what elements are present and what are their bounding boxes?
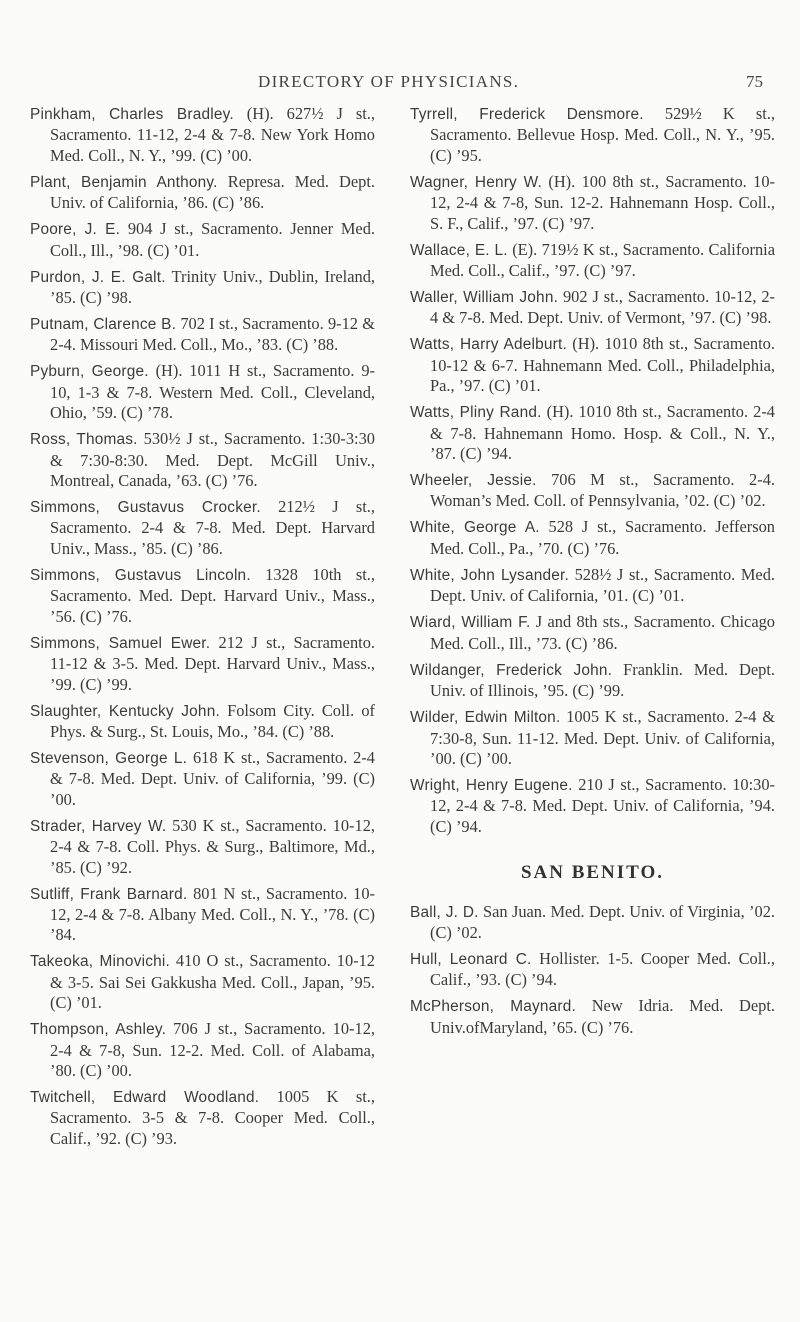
directory-entry (410, 517, 775, 559)
right-column-entries (410, 104, 775, 837)
physician-details: J and 8th sts., Sacramento. Chicago Med. Coll., Ill., ’73. (C) ’86. (430, 612, 775, 653)
physician-details: 528 J st., Sacramento. Jefferson Med. Coll., Pa., ’70. (C) ’76. (430, 517, 775, 558)
physician-details: (H). 1010 8th st., Sacramento. 10-12 & 6-7. Hahnemann Med. Coll., Philadelphia, Pa., ’97. (C) ’01. (430, 334, 775, 396)
physician-details: 530 K st., Sacramento. 10-12, 2-4 & 7-8. Coll. Phys. & Surg., Baltimore, Md., ’85. (C) ’92. (50, 815, 375, 877)
physician-name: Wagner, Henry W. (410, 173, 543, 191)
physician-name: Simmons, Gustavus Lincoln. (30, 566, 251, 584)
physician-name: Wiard, William F. (410, 614, 531, 632)
physician-name: Plant, Benjamin Anthony. (30, 173, 218, 191)
directory-entry (410, 402, 775, 464)
directory-entry (30, 104, 375, 166)
physician-details: Represa. Med. Dept. Univ. of California, ’86. (C) ’86. (50, 171, 375, 213)
directory-entry (30, 951, 375, 1013)
directory-entry (30, 565, 375, 627)
directory-entry (30, 633, 375, 695)
directory-entry (410, 707, 775, 769)
right-column (410, 104, 775, 1044)
physician-name: Watts, Harry Adelburt. (410, 336, 567, 354)
physician-details: (H). 1010 8th st., Sacramento. 2-4 & 7-8. Hahnemann Homo. Hosp. & Coll., N. Y., ’87. (C) ’94. (430, 402, 775, 464)
directory-entry (410, 949, 775, 991)
physician-name: Thompson, Ashley. (30, 1021, 167, 1039)
physician-details: 528½ J st., Sacramento. Med. Dept. Univ. of California, ’01. (C) ’01. (430, 564, 776, 606)
physician-details: Trinity Univ., Dublin, Ireland, ’85. (C) ’98. (50, 266, 375, 308)
directory-entry (30, 172, 375, 214)
physician-details: 902 J st., Sacramento. 10-12, 2-4 & 7-8. Med. Dept. Univ. of Vermont, ’97. (C) ’98. (430, 287, 776, 328)
physician-details: 706 J st., Sacramento. 10-12, 2-4 & 7-8, Sun. 12-2. Med. Coll. of Alabama, ’80. (C) ’00. (50, 1019, 375, 1080)
directory-entry (30, 219, 375, 261)
physician-name: Purdon, J. E. Galt. (30, 268, 166, 286)
physician-name: Wright, Henry Eugene. (410, 776, 573, 794)
physician-name: Waller, William John. (410, 289, 559, 307)
physician-name: Watts, Pliny Rand. (410, 404, 542, 422)
physician-name: Wildanger, Frederick John. (410, 661, 613, 679)
physician-details: (E). 719½ K st., Sacramento. California Med. Coll., Calif., ’97. (C) ’97. (430, 239, 775, 281)
directory-entry (30, 361, 375, 423)
directory-entry (30, 701, 375, 743)
physician-name: White, John Lysander. (410, 566, 569, 584)
physician-details: San Juan. Med. Dept. Univ. of Virginia, ’02. (C) ’02. (430, 901, 775, 942)
directory-entry (30, 267, 375, 309)
physician-name: Takeoka, Minovichi. (30, 953, 170, 971)
physician-name: Wheeler, Jessie. (410, 472, 537, 490)
physician-name: Wilder, Edwin Milton. (410, 709, 561, 727)
physician-name: Hull, Leonard C. (410, 950, 532, 968)
physician-details: (H). 627½ J st., Sacramento. 11-12, 2-4 & 7-8. New York Homo Med. Coll., N. Y., ’99. (C) ’00. (50, 104, 375, 165)
directory-entry (410, 104, 775, 166)
running-title: DIRECTORY OF PHYSICIANS. (258, 72, 520, 91)
physician-details: New Idria. Med. Dept. Univ.ofMaryland, ’65. (C) ’76. (430, 996, 775, 1037)
directory-entry (410, 996, 775, 1038)
san-benito-entries (410, 902, 775, 1039)
physician-name: Pinkham, Charles Bradley. (30, 106, 234, 123)
physician-name: Strader, Harvey W. (30, 817, 167, 835)
physician-name: Ball, J. D. (410, 903, 479, 921)
physician-details: 1328 10th st., Sacramento. Med. Dept. Harvard Univ., Mass., ’56. (C) ’76. (50, 564, 375, 626)
directory-entry (410, 775, 775, 837)
physician-details: 212 J st., Sacramento. 11-12 & 3-5. Med. Dept. Harvard Univ., Mass., ’99. (C) ’99. (50, 632, 375, 694)
physician-name: Stevenson, George L. (30, 749, 188, 767)
directory-entry (410, 470, 775, 512)
left-column (30, 104, 375, 1155)
physician-name: Simmons, Gustavus Crocker. (30, 499, 261, 517)
directory-entry (30, 748, 375, 810)
directory-entry (30, 497, 375, 559)
physician-details: 1005 K st., Sacramento. 2-4 & 7:30-8, Sun. 11-12. Med. Dept. Univ. of California, ’00. (C) ’00. (430, 707, 775, 768)
directory-entry (410, 565, 775, 607)
physician-name: White, George A. (410, 519, 540, 537)
physician-details: (H). 100 8th st., Sacramento. 10-12, 2-4 & 7-8, Sun. 12-2. Hahnemann Hosp. Coll., S. F., Calif., ’97. (C) ’97. (430, 171, 775, 233)
physician-details: Hollister. 1-5. Cooper Med. Coll., Calif., ’93. (C) ’94. (430, 948, 776, 990)
physician-details: 210 J st., Sacramento. 10:30-12, 2-4 & 7-8. Med. Dept. Univ. of California, ’94. (C) ’94. (430, 774, 775, 836)
section-heading-san-benito: SAN BENITO. (520, 862, 665, 884)
physician-name: Sutliff, Frank Barnard. (30, 885, 188, 903)
physician-details: 618 K st., Sacramento. 2-4 & 7-8. Med. Dept. Univ. of California, ’99. (C) ’00. (50, 747, 375, 809)
physician-details: 212½ J st., Sacramento. 2-4 & 7-8. Med. Dept. Harvard Univ., Mass., ’85. (C) ’86. (50, 497, 375, 558)
physician-details: 904 J st., Sacramento. Jenner Med. Coll., Ill., ’98. (C) ’01. (50, 219, 375, 260)
physician-name: Putnam, Clarence B. (30, 316, 177, 334)
physician-details: 706 M st., Sacramento. 2-4. Woman’s Med. Coll. of Pennsylvania, ’02. (C) ’02. (430, 470, 775, 511)
directory-entry (410, 240, 775, 282)
directory-entry (30, 1019, 375, 1081)
physician-details: 702 I st., Sacramento. 9-12 & 2-4. Missouri Med. Coll., Mo., ’83. (C) ’88. (50, 314, 375, 355)
physician-details: 1005 K st., Sacramento. 3-5 & 7-8. Cooper Med. Coll., Calif., ’92. (C) ’93. (50, 1086, 375, 1148)
directory-entry (30, 314, 375, 356)
physician-name: Ross, Thomas. (30, 431, 138, 449)
directory-entry (410, 334, 775, 396)
physician-name: Pyburn, George. (30, 363, 149, 381)
physician-details: 530½ J st., Sacramento. 1:30-3:30 & 7:30-8:30. Med. Dept. McGill Univ., Montreal, Canada, ’63. (C) ’76. (50, 429, 376, 491)
physician-name: Tyrrell, Frederick Densmore. (410, 106, 644, 123)
physician-name: Slaughter, Kentucky John. (30, 702, 220, 720)
physician-details: 410 O st., Sacramento. 10-12 & 3-5. Sai Sei Gakkusha Med. Coll., Japan, ’95. (C) ’01. (50, 951, 375, 1013)
directory-entry (410, 612, 775, 654)
directory-entry (30, 816, 375, 878)
directory-entry (30, 884, 375, 946)
physician-name: Twitchell, Edward Woodland. (30, 1088, 260, 1106)
page-number: 75 (746, 72, 763, 91)
physician-details: Franklin. Med. Dept. Univ. of Illinois, ’95. (C) ’99. (430, 659, 775, 701)
physician-details: 801 N st., Sacramento. 10-12, 2-4 & 7-8. Albany Med. Coll., N. Y., ’78. (C) ’84. (50, 883, 375, 945)
running-head (0, 72, 800, 96)
directory-entry (30, 429, 375, 491)
physician-details: 529½ K st., Sacramento. Bellevue Hosp. Med. Coll., N. Y., ’95. (C) ’95. (430, 104, 776, 165)
directory-entry (410, 287, 775, 329)
directory-entry (410, 172, 775, 234)
directory-entry (30, 1087, 375, 1149)
physician-name: Poore, J. E. (30, 221, 121, 239)
physician-details: (H). 1011 H st., Sacramento. 9-10, 1-3 & 7-8. Western Med. Coll., Cleveland, Ohio, ’59. (C) ’78. (50, 361, 375, 423)
directory-entry (410, 902, 775, 944)
directory-entry (410, 660, 775, 702)
physician-name: Simmons, Samuel Ewer. (30, 634, 211, 652)
physician-details: Folsom City. Coll. of Phys. & Surg., St. Louis, Mo., ’84. (C) ’88. (50, 700, 375, 741)
physician-name: McPherson, Maynard. (410, 998, 576, 1016)
physician-name: Wallace, E. L. (410, 241, 508, 259)
